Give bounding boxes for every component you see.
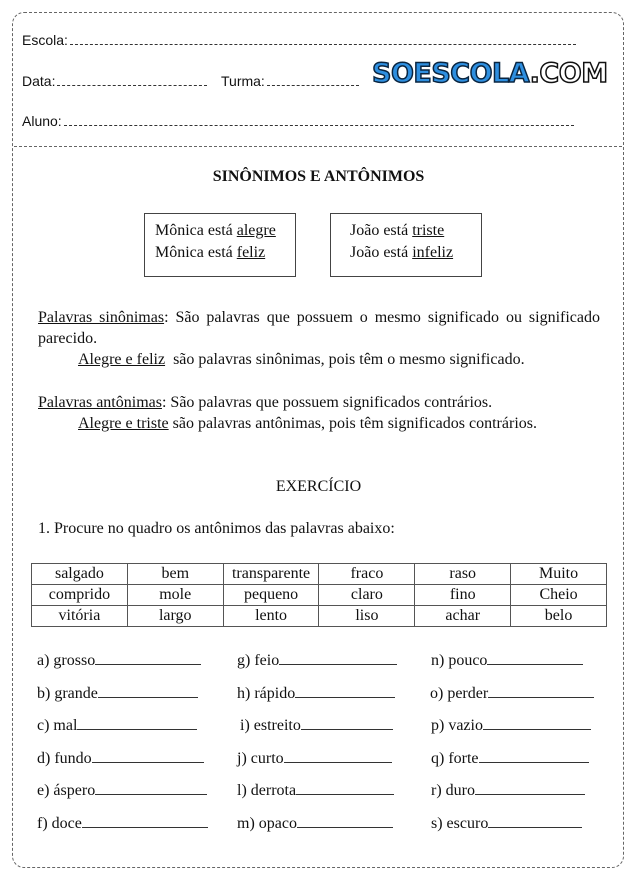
table-row xyxy=(32,564,607,585)
answer-item: r) duro xyxy=(431,780,585,800)
answer-row xyxy=(37,748,607,781)
antonyms-term: Palavras antônimas xyxy=(38,394,162,411)
student-label: Aluno: xyxy=(22,113,62,129)
answer-blank[interactable] xyxy=(296,780,394,795)
student-field[interactable] xyxy=(22,113,574,129)
exercise-title: EXERCÍCIO xyxy=(275,478,362,495)
answer-item: m) opaco xyxy=(237,813,393,833)
date-label: Data: xyxy=(22,73,56,89)
example-line: Mônica está alegre xyxy=(155,222,276,239)
example-line: Mônica está feliz xyxy=(155,244,266,261)
answer-item: n) pouco xyxy=(431,650,583,670)
word-cell: achar xyxy=(415,606,511,627)
answer-blank[interactable] xyxy=(92,748,204,763)
answer-item: d) fundo xyxy=(37,748,204,768)
synonyms-example: Alegre e feliz são palavras sinônimas, pois têm o mesmo significado. xyxy=(78,351,525,368)
word-cell: fraco xyxy=(319,564,415,585)
synonyms-term: Palavras sinônimas xyxy=(38,309,165,326)
antonyms-definition: Palavras antônimas: São palavras que possuem significados contrários. xyxy=(38,394,493,411)
exercise-question: 1. Procure no quadro os antônimos das palavras abaixo: xyxy=(38,520,395,537)
table-row xyxy=(32,585,607,606)
word-cell: raso xyxy=(415,564,511,585)
word-cell: comprido xyxy=(32,585,128,606)
answer-blank[interactable] xyxy=(488,813,582,828)
word-cell: transparente xyxy=(223,564,319,585)
answer-blank[interactable] xyxy=(98,683,198,698)
soescola-logo: SOESCOLA.COM xyxy=(372,58,608,89)
word-cell: salgado xyxy=(32,564,128,585)
word-cell: Muito xyxy=(511,564,607,585)
word-cell: largo xyxy=(127,606,223,627)
answer-item: j) curto xyxy=(237,748,392,768)
answer-row xyxy=(37,683,607,716)
answer-item: c) mal xyxy=(37,715,197,735)
answer-item: s) escuro xyxy=(431,813,582,833)
word-table xyxy=(31,563,607,627)
word-cell: vitória xyxy=(32,606,128,627)
class-label: Turma: xyxy=(221,73,265,89)
answer-blank[interactable] xyxy=(82,813,208,828)
answer-row xyxy=(37,650,607,683)
answer-item: g) feio xyxy=(237,650,397,670)
school-label: Escola: xyxy=(22,32,68,48)
word-cell: claro xyxy=(319,585,415,606)
word-cell: mole xyxy=(127,585,223,606)
date-input-line[interactable] xyxy=(57,85,207,86)
class-input-line[interactable] xyxy=(267,85,359,86)
answer-item: o) perder xyxy=(430,683,594,703)
answer-blank[interactable] xyxy=(77,715,197,730)
answer-blank[interactable] xyxy=(479,748,589,763)
answer-item: l) derrota xyxy=(237,780,394,800)
antonyms-example: Alegre e triste são palavras antônimas, pois têm significados contrários. xyxy=(78,415,537,432)
answer-item: f) doce xyxy=(37,813,208,833)
example-box-synonyms xyxy=(144,213,296,277)
answer-item: h) rápido xyxy=(237,683,395,703)
answer-blank[interactable] xyxy=(297,813,393,828)
school-input-line[interactable] xyxy=(70,44,576,45)
answer-item: i) estreito xyxy=(240,715,393,735)
answer-row xyxy=(37,715,607,748)
answer-blank[interactable] xyxy=(295,683,395,698)
answer-item: a) grosso xyxy=(37,650,201,670)
student-input-line[interactable] xyxy=(64,125,574,126)
answer-blank[interactable] xyxy=(284,748,392,763)
answer-blank[interactable] xyxy=(279,650,397,665)
word-cell: liso xyxy=(319,606,415,627)
answer-item: b) grande xyxy=(37,683,198,703)
answer-item: e) áspero xyxy=(37,780,207,800)
answer-blank[interactable] xyxy=(475,780,585,795)
school-field[interactable] xyxy=(22,32,576,48)
example-line: João está triste xyxy=(350,222,445,239)
answer-blank[interactable] xyxy=(487,650,583,665)
answer-blank[interactable] xyxy=(95,650,201,665)
example-line: João está infeliz xyxy=(350,244,454,261)
answer-blank[interactable] xyxy=(488,683,594,698)
answer-blank[interactable] xyxy=(483,715,591,730)
word-cell: fino xyxy=(415,585,511,606)
table-row xyxy=(32,606,607,627)
answer-item: q) forte xyxy=(431,748,589,768)
date-field[interactable] xyxy=(22,73,207,89)
answer-row xyxy=(37,780,607,813)
word-cell: Cheio xyxy=(511,585,607,606)
class-field[interactable] xyxy=(221,73,359,89)
answer-row xyxy=(37,813,607,846)
word-cell: belo xyxy=(511,606,607,627)
word-cell: bem xyxy=(127,564,223,585)
example-box-antonyms xyxy=(330,213,482,277)
answer-item: p) vazio xyxy=(431,715,591,735)
synonyms-definition: Palavras sinônimas: São palavras que possuem o mesmo significado ou significado parecido. xyxy=(38,309,600,347)
word-cell: pequeno xyxy=(223,585,319,606)
answer-list xyxy=(37,650,607,845)
header-separator xyxy=(14,146,622,147)
answer-blank[interactable] xyxy=(95,780,207,795)
word-cell: lento xyxy=(223,606,319,627)
answer-blank[interactable] xyxy=(301,715,393,730)
lesson-title: SINÔNIMOS E ANTÔNIMOS xyxy=(212,168,425,185)
